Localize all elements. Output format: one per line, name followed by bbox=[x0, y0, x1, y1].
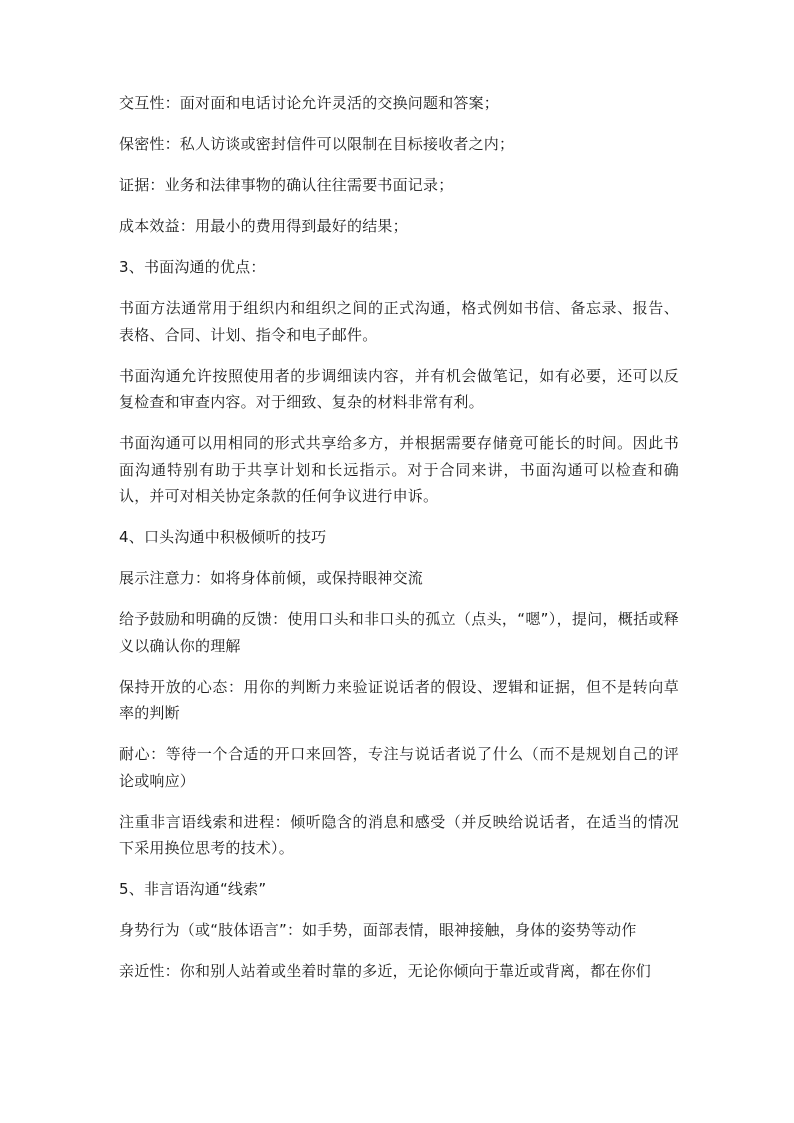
paragraph-proximity: 亲近性：你和别人站着或坐着时靠的多近，无论你倾向于靠近或背离，都在你们 bbox=[119, 962, 652, 980]
document-body bbox=[119, 90, 679, 999]
paragraph-body-language: 身势行为（或“肢体语言”：如手势，面部表情，眼神接触，身体的姿势等动作 bbox=[119, 921, 637, 939]
paragraph-written-sharing: 书面沟通可以用相同的形式共享给多方，并根据需要存储竟可能长的时间。因此书面沟通特别有助于共享计划和长远指示。对于合同来讲，书面沟通可以检查和确认，并可对相关协定条款的任何争议进行申诉。 bbox=[119, 434, 679, 505]
paragraph-cost-benefit: 成本效益：用最小的费用得到最好的结果； bbox=[119, 217, 408, 235]
paragraph-patience: 耐心：等待一个合适的开口来回答，专注与说话者说了什么（而不是规划自己的评论或响应） bbox=[119, 745, 679, 790]
paragraph-written-formats: 书面方法通常用于组织内和组织之间的正式沟通，格式例如书信、备忘录、报告、表格、合同、计划、指令和电子邮件。 bbox=[119, 299, 679, 344]
section-heading-nonverbal: 5、非言语沟通“线索” bbox=[119, 880, 267, 898]
paragraph-written-pace: 书面沟通允许按照使用者的步调细读内容，并有机会做笔记，如有必要，还可以反复检查和审查内容。对于细致、复杂的材料非常有利。 bbox=[119, 366, 679, 411]
section-heading-active-listening: 4、口头沟通中积极倾听的技巧 bbox=[119, 528, 327, 546]
paragraph-show-attention: 展示注意力：如将身体前倾，或保持眼神交流 bbox=[119, 569, 424, 587]
section-heading-written-advantages: 3、书面沟通的优点： bbox=[119, 258, 266, 276]
paragraph-feedback: 给予鼓励和明确的反馈：使用口头和非口头的孤立（点头，“嗯”），提问，概括或释义以确认你的理解 bbox=[119, 610, 679, 655]
paragraph-confidentiality: 保密性：私人访谈或密封信件可以限制在目标接收者之内； bbox=[119, 135, 515, 153]
paragraph-evidence: 证据：业务和法律事物的确认往往需要书面记录； bbox=[119, 176, 454, 194]
paragraph-interactivity: 交互性：面对面和电话讨论允许灵活的交换问题和答案； bbox=[119, 94, 500, 112]
paragraph-nonverbal-cues: 注重非言语线索和进程：倾听隐含的消息和感受（并反映给说话者，在适当的情况下采用换位思考的技术）。 bbox=[119, 812, 679, 857]
paragraph-open-mind: 保持开放的心态：用你的判断力来验证说话者的假设、逻辑和证据，但不是转向草率的判断 bbox=[119, 677, 679, 722]
